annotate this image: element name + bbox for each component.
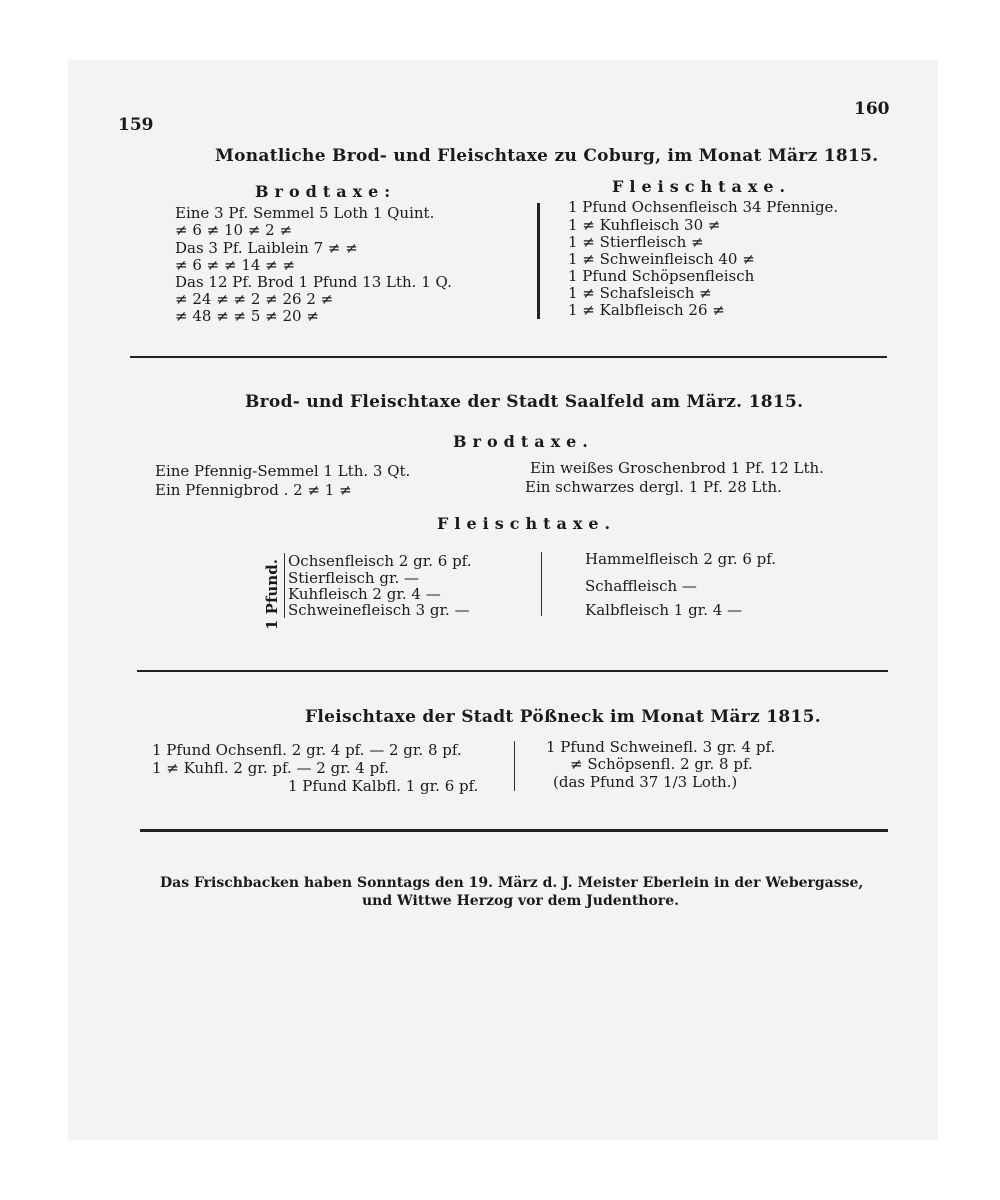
saalfeld-brod-left-row: Ein Pfennigbrod . 2 ≠ 1 ≠ <box>155 481 352 499</box>
page-number-right: 160 <box>854 99 890 119</box>
column-divider <box>537 203 540 319</box>
pfund-side-label: 1 Pfund. <box>263 559 281 630</box>
poessneck-right-row: 1 Pfund Schweinefl. 3 gr. 4 pf. <box>546 738 776 756</box>
coburg-brod-row: Eine 3 Pf. Semmel 5 Loth 1 Quint. <box>175 204 435 222</box>
column-divider <box>514 741 515 791</box>
coburg-fleisch-heading: Fleischtaxe. <box>612 177 792 196</box>
coburg-brod-row: Das 12 Pf. Brod 1 Pfund 13 Lth. 1 Q. <box>175 273 452 291</box>
poessneck-right-row: ≠ Schöpsenfl. 2 gr. 8 pf. <box>570 755 753 773</box>
coburg-fleisch-row: 1 Pfund Ochsenfleisch 34 Pfennige. <box>568 198 839 216</box>
page-number-left: 159 <box>118 115 154 135</box>
poessneck-right-row: (das Pfund 37 1/3 Loth.) <box>553 773 738 791</box>
saalfeld-fleisch-left-row: Ochsenfleisch 2 gr. 6 pf. <box>288 552 472 570</box>
saalfeld-brod-right-row: Ein weißes Groschenbrod 1 Pf. 12 Lth. <box>530 459 824 477</box>
saalfeld-fleisch-left-row: Schweinefleisch 3 gr. — <box>288 601 470 619</box>
notice-line: Das Frischbacken haben Sonntags den 19. März d. J. Meister Eberlein in der Webergasse, <box>160 875 864 891</box>
coburg-fleisch-row: 1 ≠ Schweinfleisch 40 ≠ <box>568 250 755 268</box>
coburg-brod-row: Das 3 Pf. Laiblein 7 ≠ ≠ <box>175 239 358 257</box>
poessneck-title: Fleischtaxe der Stadt Pößneck im Monat März 1815. <box>305 707 821 727</box>
section-rule <box>140 829 888 832</box>
section-rule <box>130 356 887 358</box>
bracket-line <box>284 553 285 618</box>
saalfeld-brod-heading: Brodtaxe. <box>453 432 594 451</box>
saalfeld-fleisch-right-row: Hammelfleisch 2 gr. 6 pf. <box>585 550 777 568</box>
poessneck-left-row: 1 Pfund Kalbfl. 1 gr. 6 pf. <box>288 777 479 795</box>
coburg-fleisch-row: 1 ≠ Kuhfleisch 30 ≠ <box>568 216 721 234</box>
coburg-fleisch-row: 1 ≠ Kalbfleisch 26 ≠ <box>568 301 725 319</box>
column-divider <box>541 552 542 616</box>
saalfeld-fleisch-left-row: Kuhfleisch 2 gr. 4 — <box>288 585 441 603</box>
coburg-brod-heading: Brodtaxe: <box>255 182 397 201</box>
coburg-fleisch-row: 1 ≠ Stierfleisch ≠ <box>568 233 704 251</box>
coburg-brod-row: ≠ 48 ≠ ≠ 5 ≠ 20 ≠ <box>175 307 319 325</box>
coburg-fleisch-row: 1 Pfund Schöpsenfleisch <box>568 267 755 285</box>
coburg-brod-row: ≠ 6 ≠ ≠ 14 ≠ ≠ <box>175 256 296 274</box>
coburg-brod-row: ≠ 6 ≠ 10 ≠ 2 ≠ <box>175 221 293 239</box>
saalfeld-fleisch-right-row: Kalbfleisch 1 gr. 4 — <box>585 601 743 619</box>
saalfeld-brod-right-row: Ein schwarzes dergl. 1 Pf. 28 Lth. <box>525 478 782 496</box>
poessneck-left-row: 1 ≠ Kuhfl. 2 gr. pf. — 2 gr. 4 pf. <box>152 759 389 777</box>
saalfeld-brod-left-row: Eine Pfennig-Semmel 1 Lth. 3 Qt. <box>155 462 411 480</box>
notice-line: und Wittwe Herzog vor dem Judenthore. <box>362 893 679 909</box>
saalfeld-fleisch-right-row: Schaffleisch — <box>585 577 697 595</box>
poessneck-left-row: 1 Pfund Ochsenfl. 2 gr. 4 pf. — 2 gr. 8 pf. <box>152 741 462 759</box>
saalfeld-fleisch-left-row: Stierfleisch gr. — <box>288 569 420 587</box>
saalfeld-fleisch-heading: Fleischtaxe. <box>437 514 617 533</box>
coburg-brod-row: ≠ 24 ≠ ≠ 2 ≠ 26 2 ≠ <box>175 290 334 308</box>
saalfeld-title: Brod- und Fleischtaxe der Stadt Saalfeld am März. 1815. <box>245 392 804 412</box>
coburg-fleisch-row: 1 ≠ Schafsleisch ≠ <box>568 284 712 302</box>
coburg-title: Monatliche Brod- und Fleischtaxe zu Coburg, im Monat März 1815. <box>215 146 879 166</box>
section-rule <box>137 670 888 672</box>
